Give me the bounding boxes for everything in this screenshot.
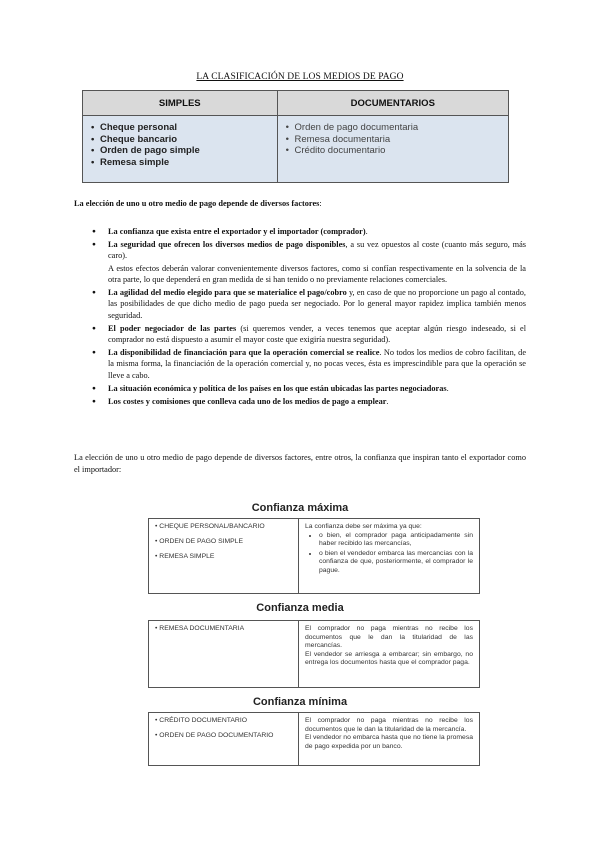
confidence-item: • ORDEN DE PAGO SIMPLE xyxy=(155,538,292,545)
simples-item: • Cheque personal xyxy=(91,122,269,134)
confidence-max-heading: Confianza máxima xyxy=(251,502,349,514)
confidence-min-table xyxy=(148,712,480,766)
confidence-item: • REMESA SIMPLE xyxy=(155,553,292,560)
documentarios-item: • Orden de pago documentaria xyxy=(286,122,500,134)
factor-bold: La confianza que exista entre el exportador y el importador (comprador) xyxy=(108,227,366,236)
confidence-min-text: El comprador no paga mientras no recibe los documentos que le dan la titularidad de la mercancía. xyxy=(305,717,473,733)
confidence-item: • ORDEN DE PAGO DOCUMENTARIO xyxy=(155,732,292,739)
factor-text: . xyxy=(386,396,389,406)
confidence-max-bullet: • o bien el vendedor embarca las mercancías con la confianza de que, posteriormente, el comprador le pague. xyxy=(319,550,473,576)
factor-item xyxy=(92,323,526,346)
factor-bold: El poder negociador de las partes xyxy=(108,323,237,333)
classification-table xyxy=(82,90,509,183)
factor-bold: La seguridad que ofrecen los diversos medios de pago disponibles xyxy=(108,239,346,249)
factor-bold: La situación económica y política de los países en los que están ubicadas las partes negociadoras xyxy=(108,383,447,393)
confidence-max-table xyxy=(148,518,480,594)
factor-item xyxy=(92,347,526,381)
header-documentarios: DOCUMENTARIOS xyxy=(277,91,508,116)
simples-item: • Cheque bancario xyxy=(91,134,269,146)
simples-item: • Remesa simple xyxy=(91,157,269,169)
documentarios-cell xyxy=(277,116,508,183)
factor-text: . No todos los medios de cobro facilitan, de la misma forma, la financiación de la operación comercial y, no pocas veces, ésta es imprescindible para que la operación se lleve a cabo. xyxy=(108,348,526,380)
header-simples: SIMPLES xyxy=(83,91,278,116)
confidence-item: • CHEQUE PERSONAL/BANCARIO xyxy=(155,523,292,530)
simples-item: • Orden de pago simple xyxy=(91,145,269,157)
factor-item xyxy=(92,287,526,321)
confidence-item: • CRÉDITO DOCUMENTARIO xyxy=(155,717,292,724)
factor-bold: Los costes y comisiones que conlleva cada uno de los medios de pago a emplear xyxy=(108,396,387,406)
factor-text: (si queremos vender, a veces tenemos que aceptar algún riesgo indeseado, si el comprador no está dispuesto a asumir el mayor coste que exigiría nuestra seguridad). xyxy=(108,323,526,345)
confidence-media-right xyxy=(299,621,479,687)
factor-item xyxy=(92,396,526,407)
factor-text: , a su vez opuestos al coste (cuanto más seguro, más caro). xyxy=(108,239,526,261)
confidence-min-right xyxy=(299,713,479,765)
factor-text: y, en caso de que no proporcione un pago al contado, las posibilidades de que dicho medio de pago pueda ser negociado. Por lo general mayor rapidez implica también menos seguridad. xyxy=(108,288,526,320)
confidence-media-text: El comprador no paga mientras no recibe los documentos que le dan la titularidad de las mercancías. xyxy=(305,625,473,650)
intro-end: : xyxy=(319,199,322,208)
documentarios-item: • Remesa documentaria xyxy=(286,134,500,146)
documentarios-item: • Crédito documentario xyxy=(286,145,500,157)
factor-item xyxy=(92,239,526,286)
simples-cell xyxy=(83,116,278,183)
confidence-min-heading: Confianza mínima xyxy=(252,696,348,708)
intro-paragraph xyxy=(74,198,526,210)
page-title: LA CLASIFICACIÓN DE LOS MEDIOS DE PAGO xyxy=(196,72,404,82)
confidence-max-bullet: • o bien, el comprador paga anticipadamente sin haber recibido las mercancías, xyxy=(319,532,473,549)
confidence-media-left xyxy=(149,621,299,687)
factor-bold: La disponibilidad de financiación para que la operación comercial se realice xyxy=(108,348,380,358)
confidence-media-heading: Confianza media xyxy=(256,602,344,614)
intro-bold: La elección de uno u otro medio de pago depende de diversos factores xyxy=(74,199,320,208)
confidence-max-intro: La confianza debe ser máxima ya que: xyxy=(305,523,422,530)
confidence-min-text: El vendedor no embarca hasta que no tiene la promesa de pago expedida por un banco. xyxy=(305,734,473,750)
factor-text: . xyxy=(365,227,368,236)
factor-text: . xyxy=(446,383,449,393)
confidence-max-left xyxy=(149,519,299,593)
confidence-max-right xyxy=(299,519,479,593)
conclusion-paragraph: La elección de uno u otro medio de pago depende de diversos factores, entre otros, la confianza que inspiran tanto el exportador como el importador: xyxy=(74,453,526,474)
confidence-item: • REMESA DOCUMENTARIA xyxy=(155,625,292,632)
confidence-min-left xyxy=(149,713,299,765)
factors-list xyxy=(92,226,526,409)
confidence-media-text: El vendedor se arriesga a embarcar; sin embargo, no entrega los documentos hasta que el comprador paga. xyxy=(305,650,473,667)
factor-subparagraph: A estos efectos deberán valorar convenientemente diversos factores, como si confían respectivamente en la solvencia de la otra parte, lo que dependerá en gran medida de si han tenido o no previamente relaciones comerciales. xyxy=(108,263,526,285)
factor-item xyxy=(92,383,526,394)
confidence-media-table xyxy=(148,620,480,688)
factor-bold: La agilidad del medio elegido para que se materialice el pago/cobro xyxy=(108,288,347,298)
factor-item xyxy=(92,226,526,237)
